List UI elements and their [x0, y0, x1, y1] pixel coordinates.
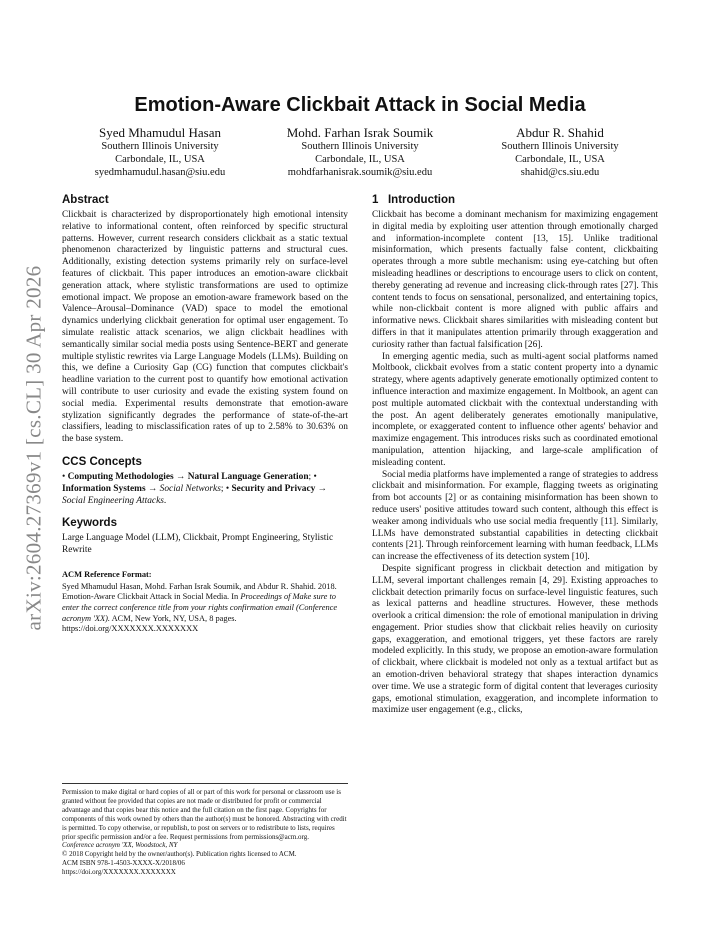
paper-title: Emotion-Aware Clickbait Attack in Social Media: [134, 94, 586, 116]
ccs-concepts: • Computing Methodologies → Natural Language Generation; • Information Systems → Social Networks; • Security and Privacy → Social Engineering Attacks.: [62, 471, 328, 506]
conference-line: Conference acronym 'XX, Woodstock, NY: [62, 841, 178, 850]
arxiv-identifier-text: arXiv:2604.27369v1 [cs.CL] 30 Apr 2026: [21, 265, 46, 631]
keywords-text: Large Language Model (LLM), Clickbait, Prompt Engineering, Stylistic Rewrite: [62, 533, 334, 556]
permission-text: Permission to make digital or hard copies of all or part of this work for personal or classroom use is granted without fee provided that copies are not made or distributed for profit or commercial advantage and that copies bear this notice and the full citation on the first page. Copyrights for components of this work owned by others than the author(s) must be honored. Abstracting with credit is permitted. To copy otherwise, or republish, to post on servers or to redistribute to lists, requires prior specific permission and/or a fee. Request permissions from permissions@acm.org.: [62, 788, 347, 841]
arxiv-identifier: [14, 248, 54, 648]
author-2: [262, 125, 458, 179]
intro-paragraph-4: Despite significant progress in clickbait detection and mitigation by LLM, several important challenges remain [4, 29]. Existing approaches to clickbait detection primarily focus on surface-level linguistic features, such as lexical patterns and headline structures. However, these methods overlook a critical dimension: the role of emotional manipulation in driving engagement. Prior studies show that clickbait relies heavily on curiosity gaps, exaggeration, and emotional triggers, yet these factors are rarely modeled explicitly. In this study, we propose an emotion-aware formulation of clickbait, where clickbait is modeled not only as a textual artifact but as an emotion-driven behavioral strategy that shapes interaction dynamics over time. We use a strategic form of digital content that leverages curiosity gaps, emotional stimulation, exaggeration, and incomplete information to maximize user engagement (e.g., clicks,: [372, 563, 658, 716]
abstract-section: [62, 193, 348, 446]
author-name: Mohd. Farhan Israk Soumik: [286, 125, 434, 140]
ccs-section: [62, 455, 348, 507]
abstract-heading: Abstract: [62, 194, 109, 206]
author-affiliation: Southern Illinois University: [501, 141, 619, 152]
acm-reference-heading: ACM Reference Format:: [62, 569, 152, 579]
author-affiliation: Southern Illinois University: [101, 141, 219, 152]
introduction-section: [372, 193, 658, 717]
author-email: mohdfarhanisrak.soumik@siu.edu: [287, 167, 433, 178]
author-location: Carbondale, IL, USA: [515, 154, 605, 165]
copyright-line: © 2018 Copyright held by the owner/author(s). Publication rights licensed to ACM.: [62, 850, 297, 859]
abstract-text: Clickbait is characterized by disproportionately high emotional intensity relative to informational content, often reinforced by specific structural patterns. However, current research considers clickbait as a static textual phenomenon characterized by linguistic patterns and structural cues. Additionally, existing detection systems primarily rely on surface-level features of clickbait. This paper introduces an emotion-aware clickbait generation attack, where stylistic transformations are used to optimize emotional impact. We propose an emotion-aware framework based on the Valence–Arousal–Dominance (VAD) space to model the emotional dynamics underlying clickbait generation for optimal user engagement. To simulate realistic attack scenarios, we align clickbait headlines with semantically similar social media posts using Sentence-BERT and generate multiple stylistic rewrites via Large Language Models (LLMs). Building on this, we define a Curiosity Gap (CG) function that computes clickbait's headline variation to the current post to quantify how emotional activation will contribute to user curiosity and evade the existing system found on social media. Experimental results demonstrate that emotion-aware stylization significantly degrades the performance of state-of-the-art classifiers, leading to misclassification rates of up to 2.58% to 30.63% on the base system.: [62, 210, 348, 445]
author-email: syedmhamudul.hasan@siu.edu: [94, 167, 226, 178]
author-location: Carbondale, IL, USA: [115, 154, 205, 165]
intro-paragraph-1: Clickbait has become a dominant mechanism for maximizing engagement in digital media by exploiting user attention through emotionally charged and information-incomplete content [13, 15]. Unlike traditional misinformation, which presents factually false content, clickbaiting operates through a more subtle mechanism: using eye-catching but often misleading headlines or descriptions to encourage users to click on content, thereby generating ad revenue and increasing click-through rates [27]. This content tends to focus on sensational, personalized, and entertaining topics, while non-clickbait content is more aligned with public affairs and informative news. Clickbait shares similarities with misleading content but differs in that it manipulates attention primarily through exaggeration and curiosity rather than factual falsification [26].: [372, 210, 658, 350]
isbn-line: ACM ISBN 978-1-4503-XXXX-X/2018/06: [62, 859, 185, 868]
ccs-heading: CCS Concepts: [62, 455, 142, 468]
author-block: [62, 125, 658, 179]
acm-reference: [62, 569, 348, 635]
intro-paragraph-3: Social media platforms have implemented a range of strategies to address clickbait and misinformation. For example, flagging tweets as originating from bot accounts [2] or as containing misinformation has been shown to reduce users' positive attitudes toward such content, although this effect is weaker among individuals who use social media frequently [11]. Similarly, LLMs have demonstrated substantial capabilities in detecting clickbait contents [21]. Through reinforcement learning with human feedback, LLMs can increase the effectiveness of its detection system [10].: [372, 469, 658, 563]
author-1: [62, 125, 258, 179]
permission-notice: [62, 783, 348, 877]
intro-paragraph-2: In emerging agentic media, such as multi-agent social platforms named Moltbook, clickbait evolves from a static content property into a dynamic strategy, where agents adaptively generate emotionally optimized content to influence interaction and maximize engagement. In Moltbook, an agent can post multiple automated clickbait with the contextual understanding with the post. An agent deliberately generates emotionally manipulative, incomplete, or exaggerated content to influence other agents' behavior and maximize engagement. This introduces risks such as coordinated emotional manipulation, attention hijacking, and large-scale amplification of misleading content.: [372, 351, 658, 468]
right-column: [372, 193, 658, 717]
author-name: Abdur R. Shahid: [516, 125, 604, 140]
author-location: Carbondale, IL, USA: [315, 154, 405, 165]
keywords-heading: Keywords: [62, 517, 117, 530]
author-email: shahid@cs.siu.edu: [520, 167, 600, 178]
left-column: [62, 193, 348, 635]
author-3: [462, 125, 658, 179]
doi-line: https://doi.org/XXXXXXX.XXXXXXX: [62, 868, 176, 877]
keywords-section: [62, 516, 348, 557]
introduction-heading: 1 Introduction: [372, 194, 456, 206]
acm-reference-text: Syed Mhamudul Hasan, Mohd. Farhan Israk Soumik, and Abdur R. Shahid. 2018. Emotion-Aware Clickbait Attack in Social Media. In Proceedings of Make sure to enter the correct conference title from your rights confirmation email (Conference acronym 'XX). ACM, New York, NY, USA, 8 pages. https://doi.org/XXXXXXX.XXXXXXX: [62, 581, 338, 634]
author-name: Syed Mhamudul Hasan: [98, 125, 222, 140]
author-affiliation: Southern Illinois University: [301, 141, 419, 152]
